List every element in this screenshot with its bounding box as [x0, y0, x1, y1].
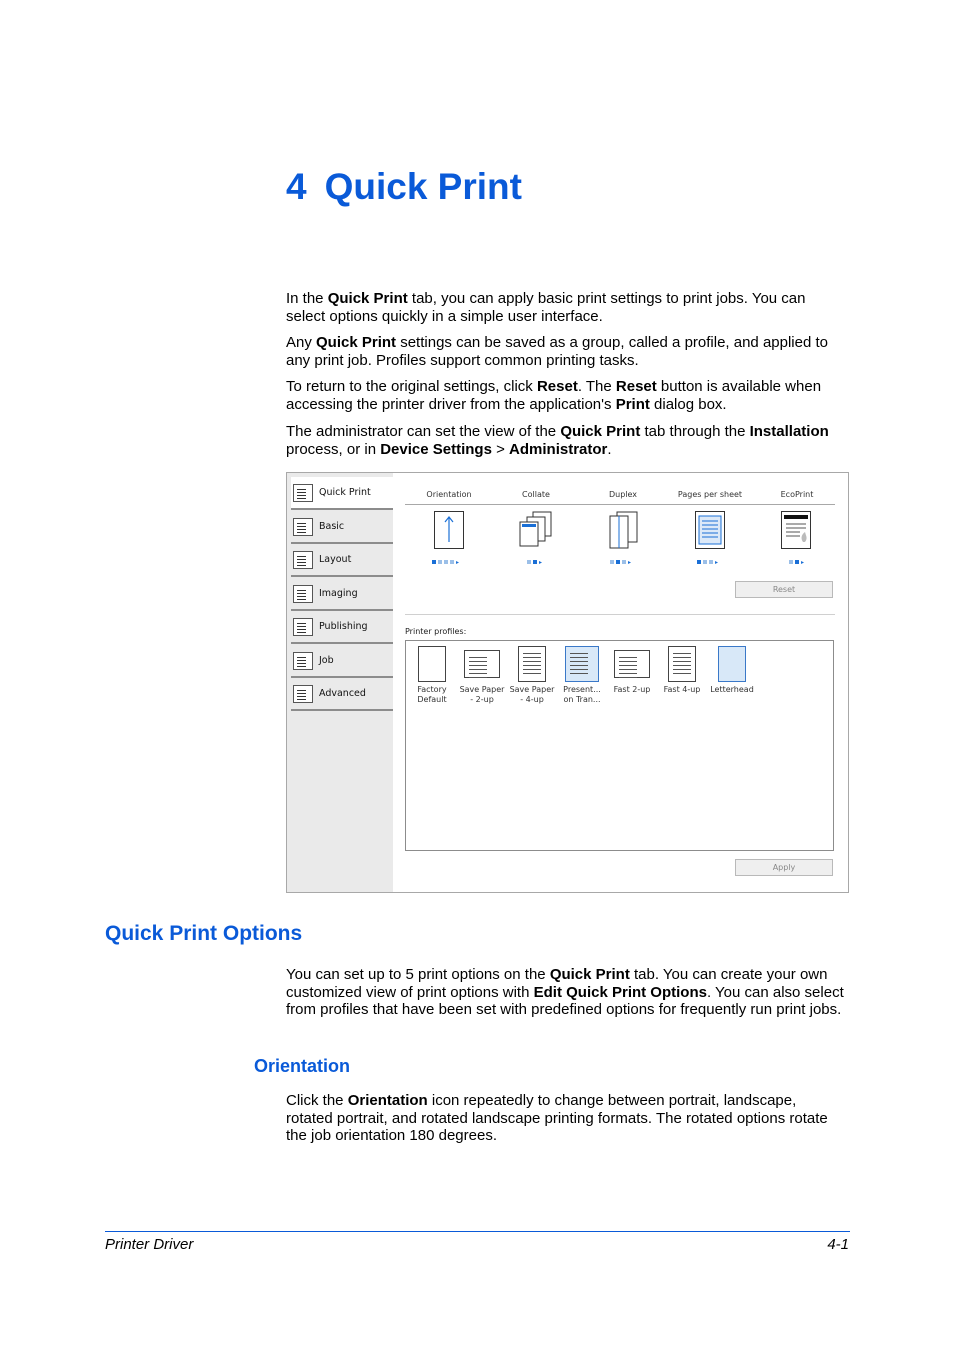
publishing-icon [293, 618, 313, 636]
section-paragraph: You can set up to 5 print options on the Quick Print tab. You can create your own customized view of print options with Edit Quick Print Options. You can also select from profiles that have been set with predefined options for frequently run print jobs. [286, 966, 844, 1018]
ecoprint-state-dots: ▸ [789, 559, 825, 565]
dialog-sidebar [287, 473, 393, 892]
section-heading: Quick Print Options [105, 922, 303, 945]
option-label-collate: Collate [522, 490, 550, 499]
chapter-number: 4 [286, 166, 307, 207]
option-label-pages-per-sheet: Pages per sheet [677, 490, 743, 499]
sidebar-item-imaging[interactable]: Imaging [291, 578, 393, 611]
profile-save-paper-4up[interactable]: Save Paper - 4-up [506, 646, 558, 705]
ecoprint-icon[interactable] [781, 511, 811, 549]
profile-save-paper-2up[interactable]: Save Paper - 2-up [456, 646, 508, 705]
option-label-ecoprint: EcoPrint [780, 490, 814, 499]
save-paper-4up-icon [518, 646, 546, 682]
option-label-duplex: Duplex [608, 490, 638, 499]
duplex-icon[interactable] [609, 511, 639, 549]
apply-button[interactable]: Apply [735, 859, 833, 876]
printer-profiles-list[interactable] [405, 640, 834, 851]
save-paper-2up-icon [464, 650, 500, 678]
factory-default-icon [418, 646, 446, 682]
job-icon [293, 652, 313, 670]
duplex-state-dots: ▸ [610, 559, 646, 565]
profiles-divider [405, 614, 835, 615]
letterhead-icon [718, 646, 746, 682]
sidebar-item-layout[interactable]: Layout [291, 544, 393, 577]
profile-presentation-on-transparency[interactable]: Present... on Tran... [556, 646, 608, 705]
intro-paragraph-3: To return to the original settings, click Reset. The Reset button is available when accessing the printer driver from the application's Print dialog box. [286, 378, 822, 413]
chapter-name: Quick Print [324, 166, 522, 207]
reset-button[interactable]: Reset [735, 581, 833, 598]
orientation-state-dots: ▸ [432, 559, 468, 565]
chapter-title [286, 166, 522, 208]
profile-fast-4up[interactable]: Fast 4-up [656, 646, 708, 695]
fast-4up-icon [668, 646, 696, 682]
footer-title: Printer Driver [105, 1236, 194, 1253]
footer-rule [105, 1231, 850, 1232]
intro-paragraph-4: The administrator can set the view of the Quick Print tab through the Installation process, or in Device Settings > Administrator. [286, 423, 829, 458]
profile-letterhead[interactable]: Letterhead [706, 646, 758, 695]
sidebar-item-quick-print[interactable]: Quick Print [291, 477, 393, 510]
page-number: 4-1 [827, 1236, 849, 1253]
fast-2up-icon [614, 650, 650, 678]
presentation-icon [565, 646, 599, 682]
pages-per-sheet-icon[interactable] [695, 511, 725, 549]
intro-paragraph-1: In the Quick Print tab, you can apply basic print settings to print jobs. You can select options quickly in a simple user interface. [286, 290, 806, 325]
layout-icon [293, 551, 313, 569]
options-divider [405, 504, 835, 505]
sidebar-item-advanced[interactable]: Advanced [291, 678, 393, 711]
basic-icon [293, 518, 313, 536]
advanced-icon [293, 685, 313, 703]
collate-state-dots: ▸ [527, 559, 563, 565]
sidebar-item-job[interactable]: Job [291, 645, 393, 678]
imaging-icon [293, 585, 313, 603]
option-label-orientation: Orientation [426, 490, 472, 499]
profile-factory-default[interactable]: Factory Default [406, 646, 458, 705]
subsection-heading: Orientation [254, 1056, 351, 1076]
pages-state-dots: ▸ [697, 559, 733, 565]
quick-print-dialog-screenshot [286, 472, 849, 893]
intro-paragraph-2: Any Quick Print settings can be saved as a group, called a profile, and applied to any print job. Profiles support common printing tasks. [286, 334, 828, 369]
subsection-paragraph: Click the Orientation icon repeatedly to change between portrait, landscape, rotated portrait, and rotated landscape printing formats. The rotated options rotate the job orientation 180 degrees. [286, 1092, 828, 1144]
profile-fast-2up[interactable]: Fast 2-up [606, 646, 658, 695]
orientation-portrait-icon[interactable] [434, 511, 464, 549]
sidebar-item-publishing[interactable]: Publishing [291, 611, 393, 644]
sidebar-item-basic[interactable]: Basic [291, 511, 393, 544]
collate-icon[interactable] [519, 511, 549, 549]
quick-print-icon [293, 484, 313, 502]
printer-profiles-label: Printer profiles: [405, 627, 467, 636]
